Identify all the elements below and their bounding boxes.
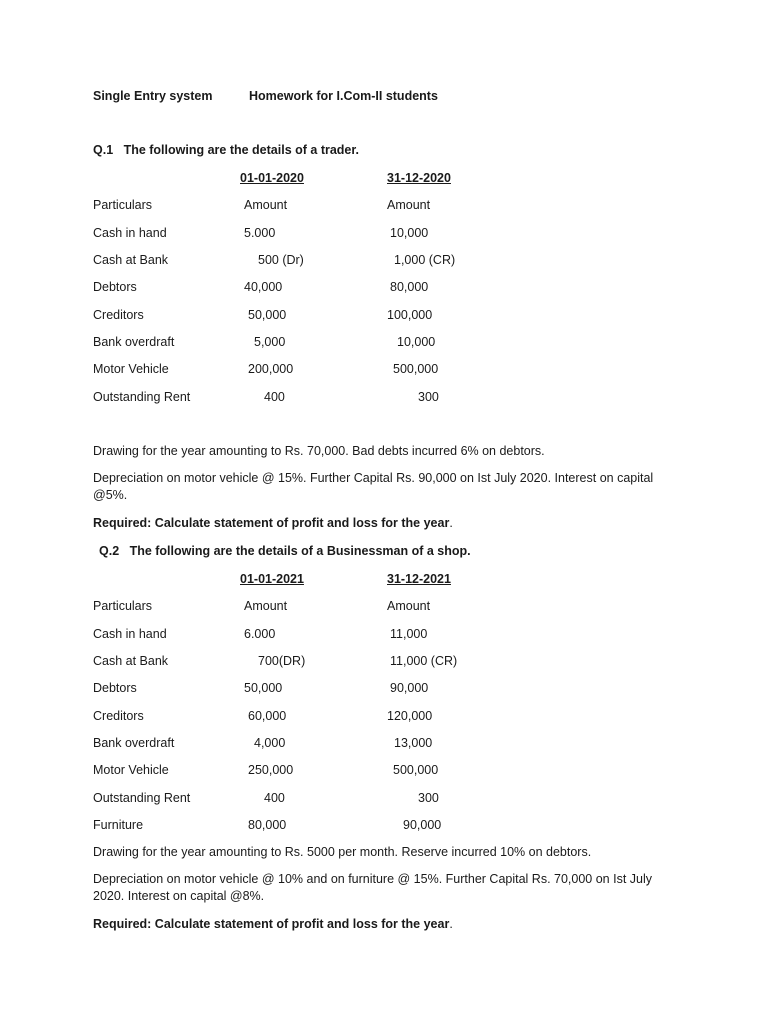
q2-heading: Q.2 The following are the details of a Businessman of a shop. — [99, 544, 471, 558]
q2-col-particulars: Particulars — [93, 599, 153, 613]
q1-heading: Q.1 The following are the details of a trader. — [93, 143, 360, 157]
q1-required: Required: Calculate statement of profit and loss for the year. — [93, 516, 453, 530]
table-row-label: Creditors — [93, 709, 144, 723]
q2-col-amount-opening: Amount — [244, 599, 288, 613]
table-row-label: Motor Vehicle — [93, 362, 169, 376]
table-cell-closing: 13,000 — [394, 736, 433, 750]
table-cell-closing: 80,000 — [390, 280, 429, 294]
table-cell-closing: 11,000 — [390, 627, 428, 641]
table-cell-opening: 400 — [264, 390, 285, 404]
table-row-label: Motor Vehicle — [93, 763, 169, 777]
table-cell-opening: 40,000 — [244, 280, 283, 294]
q1-note-depreciation: Depreciation on motor vehicle @ 15%. Further Capital Rs. 90,000 on Ist July 2020. Interest on capital @5%. — [93, 471, 654, 502]
table-cell-opening: 200,000 — [248, 362, 294, 376]
table-cell-opening: 6.000 — [244, 627, 276, 641]
table-cell-closing: 500,000 — [393, 763, 439, 777]
q2-date-opening: 01-01-2021 — [240, 572, 304, 586]
document-title: Single Entry system — [93, 89, 213, 103]
table-cell-closing: 10,000 — [397, 335, 436, 349]
table-cell-closing: 120,000 — [387, 709, 433, 723]
document-subtitle: Homework for I.Com-II students — [249, 89, 438, 103]
table-row-label: Cash in hand — [93, 627, 167, 641]
table-cell-opening: 400 — [264, 791, 285, 805]
table-row-label: Outstanding Rent — [93, 390, 191, 404]
q1-col-amount-closing: Amount — [387, 198, 431, 212]
table-row-label: Cash in hand — [93, 226, 167, 240]
q2-note-drawings: Drawing for the year amounting to Rs. 5000 per month. Reserve incurred 10% on debtors. — [93, 845, 592, 859]
table-cell-opening: 50,000 — [244, 681, 283, 695]
q2-col-amount-closing: Amount — [387, 599, 431, 613]
table-row-label: Cash at Bank — [93, 253, 169, 267]
q2-note-depreciation: Depreciation on motor vehicle @ 10% and on furniture @ 15%. Further Capital Rs. 70,000 on Ist July 2020. Interest on capital @8%. — [93, 872, 652, 903]
table-cell-opening: 50,000 — [248, 308, 287, 322]
table-cell-closing: 300 — [418, 791, 439, 805]
table-cell-closing: 90,000 — [390, 681, 429, 695]
table-row-label: Debtors — [93, 681, 137, 695]
table-cell-closing: 90,000 — [403, 818, 442, 832]
table-cell-opening: 60,000 — [248, 709, 287, 723]
table-cell-closing: 10,000 — [390, 226, 429, 240]
q1-date-closing: 31-12-2020 — [387, 171, 451, 185]
table-cell-opening: 5,000 — [254, 335, 286, 349]
table-cell-closing: 300 — [418, 390, 439, 404]
q1-col-amount-opening: Amount — [244, 198, 288, 212]
table-cell-closing: 100,000 — [387, 308, 433, 322]
table-cell-closing: 1,000 (CR) — [394, 253, 456, 267]
table-cell-opening: 4,000 — [254, 736, 286, 750]
q1-col-particulars: Particulars — [93, 198, 153, 212]
table-row-label: Bank overdraft — [93, 736, 175, 750]
table-cell-opening: 250,000 — [248, 763, 294, 777]
q2-required: Required: Calculate statement of profit and loss for the year. — [93, 917, 453, 931]
table-row-label: Furniture — [93, 818, 144, 832]
table-row-label: Cash at Bank — [93, 654, 169, 668]
table-row-label: Debtors — [93, 280, 137, 294]
q1-note-drawings: Drawing for the year amounting to Rs. 70,000. Bad debts incurred 6% on debtors. — [93, 444, 545, 458]
q2-date-closing: 31-12-2021 — [387, 572, 451, 586]
table-row-label: Outstanding Rent — [93, 791, 191, 805]
table-cell-closing: 11,000 (CR) — [390, 654, 458, 668]
table-cell-opening: 5.000 — [244, 226, 276, 240]
table-cell-opening: 700(DR) — [258, 654, 306, 668]
table-row-label: Creditors — [93, 308, 144, 322]
table-cell-opening: 500 (Dr) — [258, 253, 304, 267]
table-row-label: Bank overdraft — [93, 335, 175, 349]
table-cell-opening: 80,000 — [248, 818, 287, 832]
q1-date-opening: 01-01-2020 — [240, 171, 304, 185]
table-cell-closing: 500,000 — [393, 362, 439, 376]
